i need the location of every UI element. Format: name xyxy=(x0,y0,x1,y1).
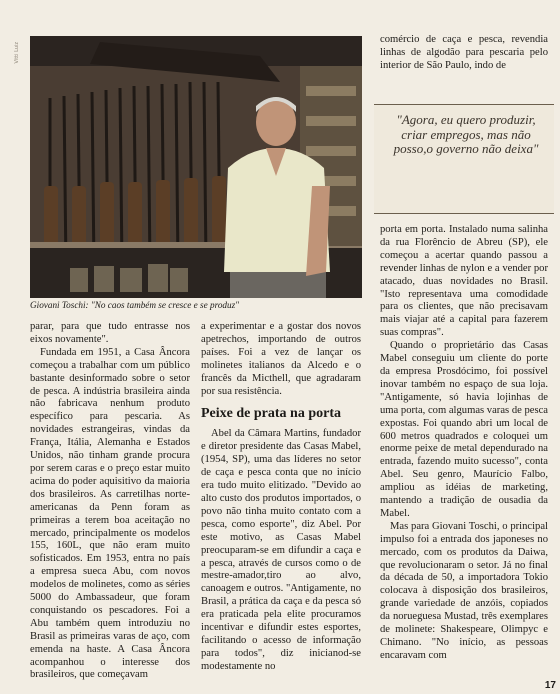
pull-quote: "Agora, eu quero produzir, criar empregos, mas não posso,o governo não deixa" xyxy=(393,112,539,156)
store-photo-illustration xyxy=(30,36,362,298)
column-top-right xyxy=(380,34,548,73)
column-middle xyxy=(201,321,361,674)
paragraph: a experimentar e a gostar dos novos apetrechos, importando de outros países. Foi a vez de lançar os molinetes italianos da Alcedo e o francês da Micthell, que agradaram por sua resistência. xyxy=(201,321,361,397)
paragraph: comércio de caça e pesca, revendia linhas de algodão para pescaria pelo interior de São Paulo, indo de xyxy=(380,34,548,71)
photo-caption: Giovani Toschi: "No caos também se cresce e se produz" xyxy=(30,300,240,310)
paragraph: porta em porta. Instalado numa salinha da rua Florêncio de Abreu (SP), ele começou a acertar quando passou a revender linhas de nylon e a vender por atacado, duas novidades no Brasil. "Isto representava uma comodidade para os clientes, que não precisavam mais viajar até a capital para fazerem suas compras". xyxy=(380,224,548,339)
paragraph: Abel da Câmara Martins, fundador e diretor presidente das Casas Mabel, (1954, SP), uma das líderes no setor de caça e pesca conta que no início era tudo muito elitizado. "Devido ao alto custo dos produtos importados, o povo não tinha muito contato com a pesca, como esporte", diz Abel. Por este motivo, as Casas Mabel preocuparam-se em difundir a caça e a pesca, através de cursos como o de mestre-amador,tiro ao alvo, canoagem e outros. "Antigamente, no Brasil, a prática da caça e da pesca só era praticada pela elite procuramos incentivar e difundir estes esportes, facilitando o acesso de informação para todos", diz inicianod-se modestamente no xyxy=(201,428,361,672)
section-heading: Peixe de prata na porta xyxy=(201,406,341,422)
page-number: 17 xyxy=(544,680,556,691)
photo-credit: Vitti Luiz xyxy=(14,42,20,64)
paragraph: Fundada em 1951, a Casa Âncora começou a trabalhar com um público bastante desinformado sobre o setor de pesca. A indústria brasileira ainda não fabricava nenhum produto específico para pescaria. As novidades estrangeiras, vindas da França, Itália, Alemanha e Estados Unidos, não tinham grande procura por serem caras e o preço estar muito acima do poder aquisitivo da maioria dos brasileiros. As carretilhas norte-americanas da Penn foram as primeiras a terem boa aceitação no mercado, principalmente os modelos 155, 160L, que não eram muito sofisticados. Em 1953, entra no país a empresa sueca Abu, com novos modelos de molinetes, como as séries 5000 do Ambassadeur, que foram conquistando os pescadores. Foi a Abu também quem introduziu no Brasil as primeiras varas de aço, com emenda na haste. A Casa Âncora acompanhou o interesse dos brasileiros, que começavam xyxy=(30,346,190,681)
paragraph: parar, para que tudo entrasse nos eixos novamente". xyxy=(30,321,190,345)
column-left xyxy=(30,321,190,682)
paragraph: Quando o proprietário das Casas Mabel conseguiu um cliente do porte da empresa Prosdócimo, foi possível inovar também no espaço de sua loja. "Antigamente, só havia lojinhas de uma porta, com algumas varas de pesca expostas. Foi quando abri um local de 600 metros quadrados e coloquei um enorme peixe de metal dependurado na entrada, fazendo muito sucesso", conta Abel. Seu genro, Maurício Falbo, ampliou as idéias de marketing, mantendo a tradição de ousadia da Mabel. xyxy=(380,340,548,519)
store-photo xyxy=(30,36,362,298)
column-right xyxy=(380,224,548,663)
paragraph: Mas para Giovani Toschi, o principal impulso foi a entrada dos japoneses no mercado, com os produtos da Daiwa, que revolucionaram o setor. Já no final da década de 50, a importadora Tokio colocava à disposição dos brasileiros, grande variedade de anzóis, copiados da norueguesa Mustad, três exemplares de molinete: Shakespeare, Olimpyc e Chimano. "No início, as pessoas encaravam com xyxy=(380,520,548,661)
pull-quote-box xyxy=(374,104,554,214)
